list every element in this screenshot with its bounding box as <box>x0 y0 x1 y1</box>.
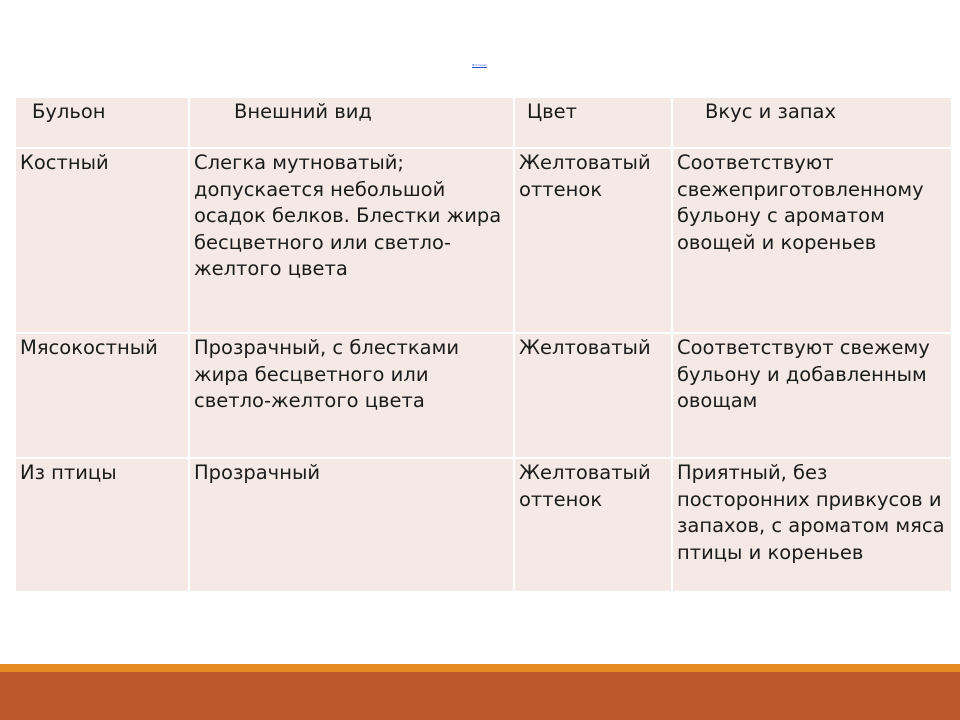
cell-appearance: Прозрачный <box>189 458 514 592</box>
cell-appearance: Слегка мутноватый; допускается небольшой осадок белков. Блестки жира бесцветного или светло-желтого цвета <box>189 148 514 333</box>
cell-color: Желтоватый оттенок <box>514 148 672 333</box>
header-broth: Бульон <box>15 97 189 148</box>
cell-color: Желтоватый <box>514 333 672 458</box>
table-row <box>15 333 952 458</box>
header-color: Цвет <box>514 97 672 148</box>
footer-accent-line <box>0 664 960 672</box>
broth-table <box>14 96 953 593</box>
footer-bar <box>0 672 960 720</box>
cell-broth-name: Костный <box>15 148 189 333</box>
header-appearance: Внешний вид <box>189 97 514 148</box>
header-taste-smell: Вкус и запах <box>672 97 952 148</box>
table-row <box>15 458 952 592</box>
table-header-row <box>15 97 952 148</box>
cell-taste-smell: Соответствуют свежему бульону и добавленным овощам <box>672 333 952 458</box>
cell-broth-name: Мясокостный <box>15 333 189 458</box>
source-link[interactable]: Источник <box>472 63 487 67</box>
cell-appearance: Прозрачный, с блестками жира бесцветного или светло-желтого цвета <box>189 333 514 458</box>
table-row <box>15 148 952 333</box>
cell-color: Желтоватый оттенок <box>514 458 672 592</box>
cell-broth-name: Из птицы <box>15 458 189 592</box>
cell-taste-smell: Соответствуют свежеприготовленному бульону с ароматом овощей и кореньев <box>672 148 952 333</box>
cell-taste-smell: Приятный, без посторонних привкусов и запахов, с ароматом мяса птицы и кореньев <box>672 458 952 592</box>
